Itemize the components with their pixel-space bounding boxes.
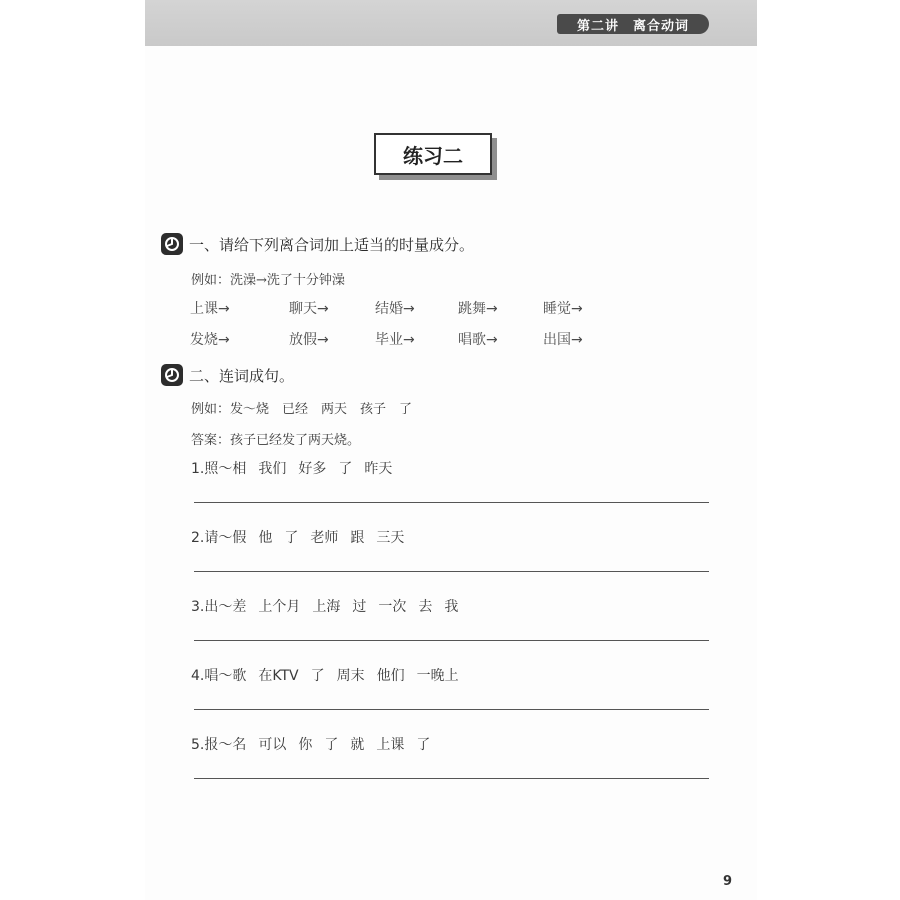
question-word: 三天	[376, 530, 405, 546]
answer-line-5[interactable]	[194, 778, 709, 779]
question-word: 一次	[378, 599, 407, 615]
workbook-page	[145, 0, 757, 900]
section-2-example: 例如：发～烧 已经 两天 孩子 了	[191, 402, 413, 417]
page-number: 9	[723, 874, 733, 889]
question-word: 可以	[258, 737, 287, 753]
question-word: 了	[284, 530, 299, 546]
word-item: 结婚→	[375, 301, 415, 317]
section-2-answer: 答案：孩子已经发了两天烧。	[191, 433, 361, 448]
question-word: 上个月	[258, 599, 301, 615]
question-word: 照～相	[204, 461, 247, 477]
question-4	[191, 665, 471, 685]
question-word: 过	[352, 599, 367, 615]
question-word: 我们	[258, 461, 287, 477]
exercise-title-box	[374, 133, 492, 175]
question-word: 你	[298, 737, 313, 753]
question-word: 请～假	[204, 530, 247, 546]
question-word: 一晚上	[416, 668, 459, 684]
page-header	[145, 0, 757, 46]
exercise-title: 练习二	[374, 133, 492, 175]
question-word: 出～差	[204, 599, 247, 615]
question-word: 唱～歌	[204, 668, 247, 684]
question-word: 上课	[376, 737, 405, 753]
question-word: 我	[444, 599, 459, 615]
word-item: 跳舞→	[458, 301, 498, 317]
pencil-note-icon	[161, 364, 183, 386]
answer-line-1[interactable]	[194, 502, 709, 503]
question-2	[191, 527, 416, 547]
question-word: 他	[258, 530, 273, 546]
question-word: 老师	[310, 530, 339, 546]
section-1-example: 例如：洗澡→洗了十分钟澡	[191, 273, 345, 288]
question-word: 在KTV	[258, 668, 299, 684]
section-1-title: 一、请给下列离合词加上适当的时量成分。	[189, 235, 475, 254]
answer-line-2[interactable]	[194, 571, 709, 572]
answer-line-3[interactable]	[194, 640, 709, 641]
question-word: 了	[310, 668, 325, 684]
question-number: 1.	[191, 461, 205, 477]
question-word: 就	[350, 737, 365, 753]
word-item: 唱歌→	[458, 332, 498, 348]
word-item: 毕业→	[375, 332, 415, 348]
word-item: 出国→	[543, 332, 583, 348]
pencil-note-icon	[161, 233, 183, 255]
question-word: 了	[338, 461, 353, 477]
question-word: 跟	[350, 530, 365, 546]
question-number: 2.	[191, 530, 205, 546]
question-number: 4.	[191, 668, 205, 684]
question-1	[191, 458, 404, 478]
word-item: 聊天→	[289, 301, 329, 317]
question-number: 3.	[191, 599, 205, 615]
question-word: 了	[324, 737, 339, 753]
question-word: 周末	[336, 668, 365, 684]
chapter-label: 第二讲 离合动词	[557, 14, 709, 34]
question-word: 他们	[376, 668, 405, 684]
question-5	[191, 734, 442, 754]
answer-line-4[interactable]	[194, 709, 709, 710]
question-3	[191, 596, 470, 616]
question-word: 去	[418, 599, 433, 615]
word-item: 放假→	[289, 332, 329, 348]
word-item: 上课→	[190, 301, 230, 317]
word-item: 睡觉→	[543, 301, 583, 317]
question-word: 昨天	[364, 461, 393, 477]
question-word: 了	[416, 737, 431, 753]
question-word: 好多	[298, 461, 327, 477]
question-number: 5.	[191, 737, 205, 753]
question-word: 上海	[312, 599, 341, 615]
section-1-heading	[161, 233, 474, 255]
section-2-heading	[161, 364, 294, 386]
word-item: 发烧→	[190, 332, 230, 348]
question-word: 报～名	[204, 737, 247, 753]
section-2-title: 二、连词成句。	[189, 366, 295, 385]
